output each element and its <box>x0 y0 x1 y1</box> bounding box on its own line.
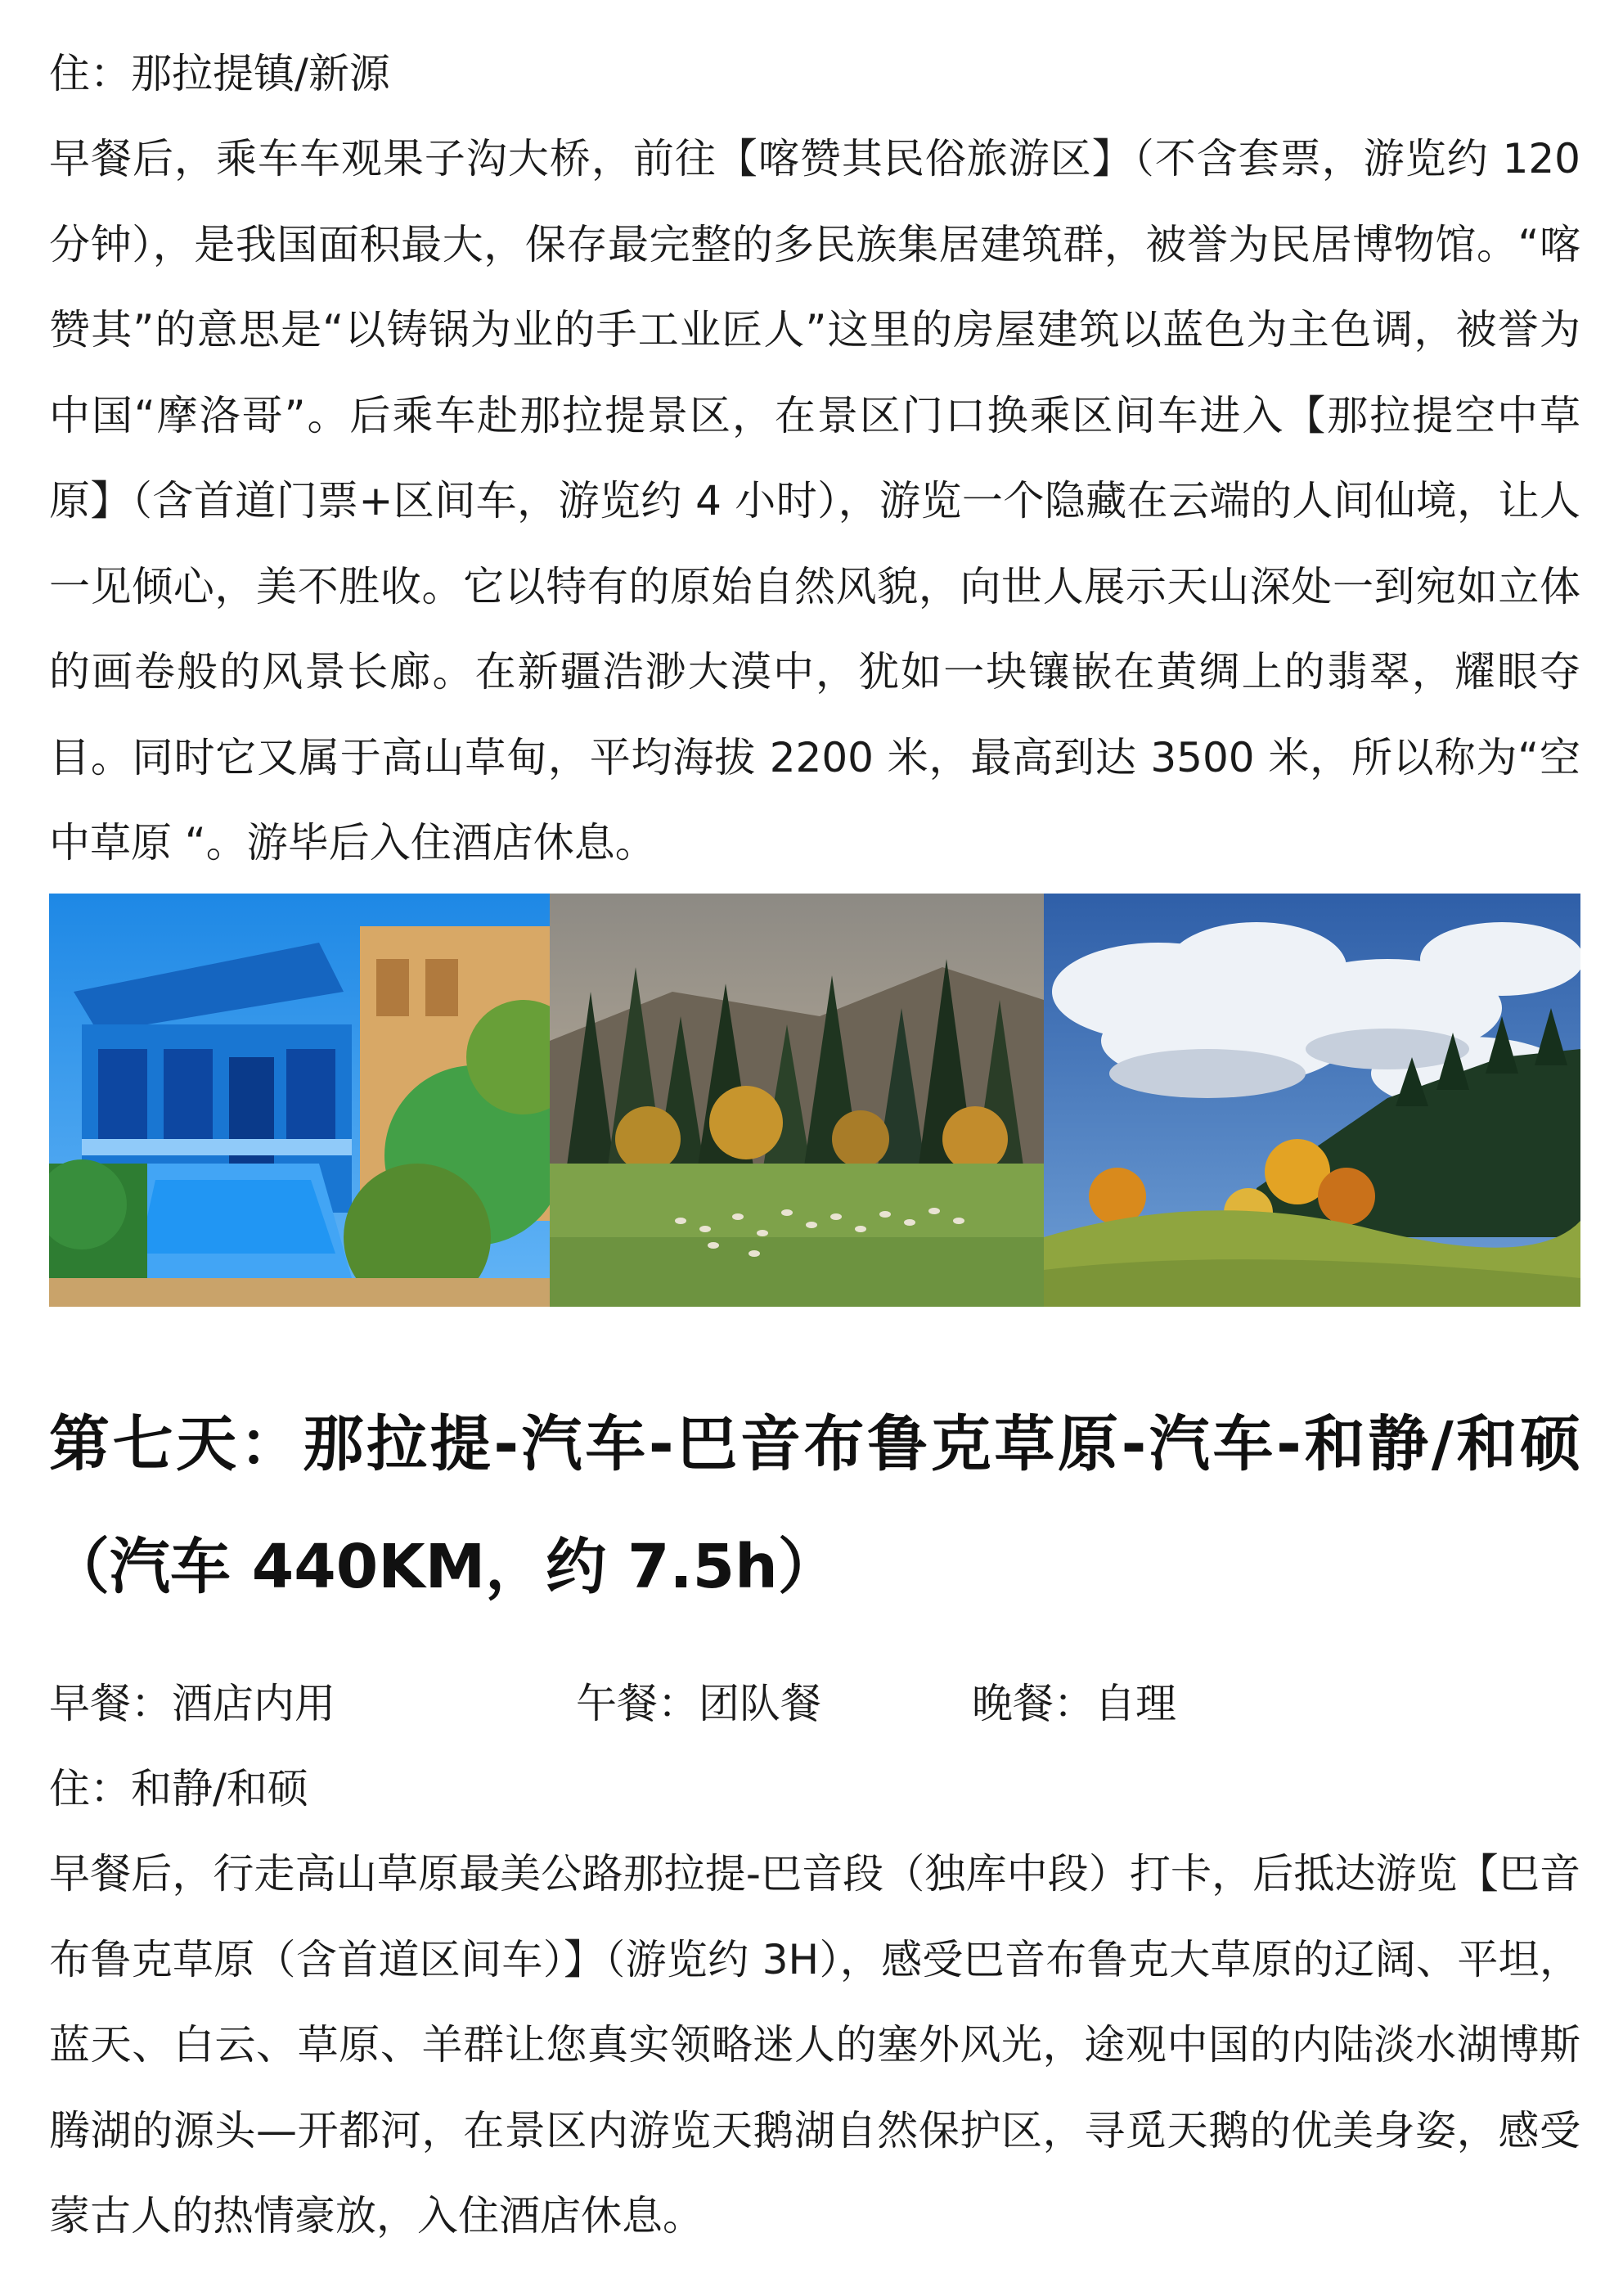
dinner-label: 晚餐：自理 <box>972 1680 1176 1727</box>
day6-description: 早餐后，乘车车观果子沟大桥，前往【喀赞其民俗旅游区】（不含套票，游览约 120 分钟），是我国面积最大，保存最完整的多民族集居建筑群，被誉为民居博物馆。“喀赞其”的意思是“以铸锅为业的手工业匠人”这里的房屋建筑以蓝色为主色调，被誉为中国“摩洛哥”。后乘车赴那拉提景区，在景区门口换乘区间车进入【那拉提空中草原】（含首道门票+区间车，游览约 4 小时），游览一个隐藏在云端的人间仙境，让人一见倾心，美不胜收。它以特有的原始自然风貌，向世人展示天山深处一到宛如立体的画卷般的风景长廊。在新疆浩渺大漠中，犹如一块镶嵌在黄绸上的翡翠，耀眼夺目。同时它又属于高山草甸，平均海拔 2200 米，最高到达 3500 米，所以称为“空中草原 “。游毕后入住酒店休息。 <box>49 135 1580 867</box>
breakfast-label: 早餐：酒店内用 <box>49 1680 335 1727</box>
day7-title: 第七天：那拉提-汽车-巴音布鲁克草原-汽车-和静/和硕（汽车 440KM，约 7.5h） <box>49 1409 1580 1602</box>
day6-photo-strip <box>49 894 1580 1307</box>
day7-description: 早餐后，行走高山草原最美公路那拉提-巴音段（独库中段）打卡，后抵达游览【巴音布鲁克草原（含首道区间车）】（游览约 3H），感受巴音布鲁克大草原的辽阔、平坦，蓝天、白云、草原、羊群让您真实领略迷人的塞外风光，途观中国的内陆淡水湖博斯腾湖的源头—开都河，在景区内游览天鹅湖自然保护区，寻觅天鹅的优美身姿，感受蒙古人的热情豪放，入住酒店休息。 <box>49 1850 1580 2240</box>
photo-meadow-clouds <box>1044 894 1580 1307</box>
photo-forest-sheep <box>550 894 1044 1307</box>
day6-lodging: 住：那拉提镇/新源 <box>49 50 390 97</box>
day7-lodging: 住：和静/和硕 <box>49 1765 308 1812</box>
lunch-label: 午餐：团队餐 <box>576 1680 821 1727</box>
day7-meals <box>49 1661 1580 1746</box>
photo-blue-house <box>49 894 550 1307</box>
